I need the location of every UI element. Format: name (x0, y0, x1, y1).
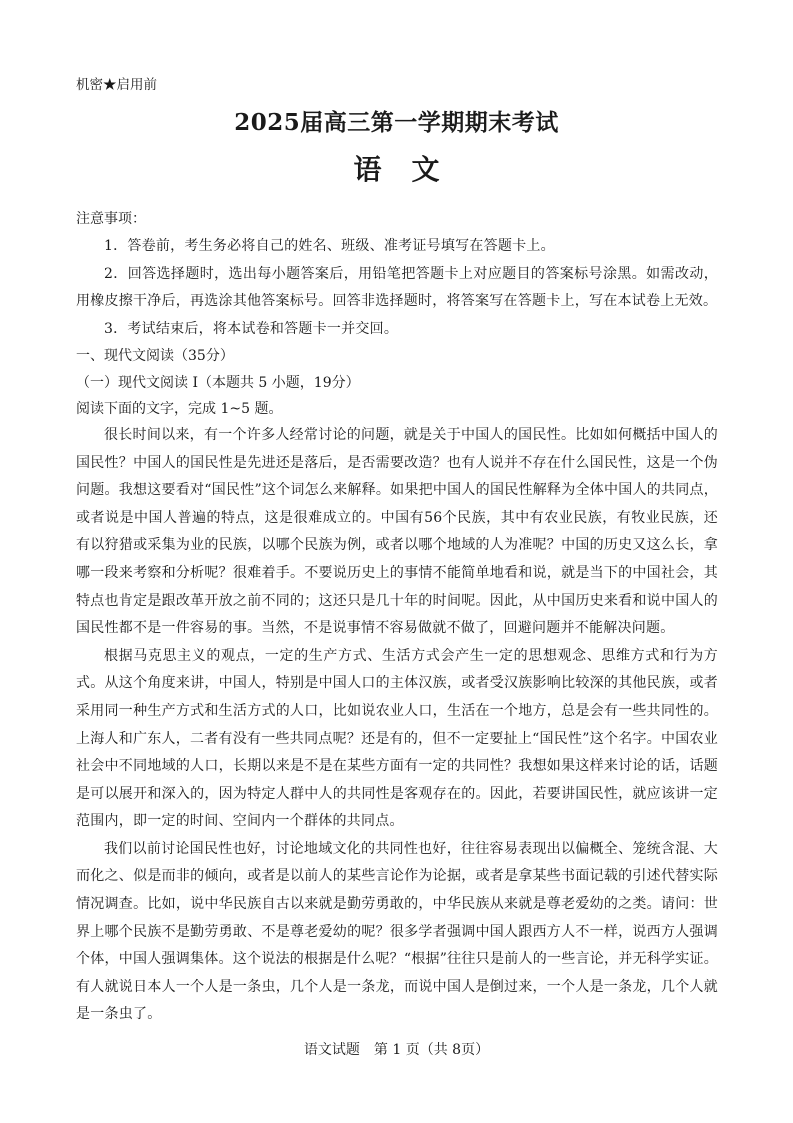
notice-item-2: 2．回答选择题时，选出每小题答案后，用铅笔把答题卡上对应题目的答案标号涂黑。如需改动，用橡皮擦干净后，再选涂其他答案标号。回答非选择题时，将答案写在答题卡上，写在本试卷上无效。 (76, 265, 718, 310)
reading-instruction: 阅读下面的文字，完成 1~5 题。 (76, 400, 283, 417)
sub-section-heading: （一）现代文阅读 I（本题共 5 小题，19分） (76, 374, 360, 391)
notice-item-1: 1．答卷前，考生务必将自己的姓名、班级、准考证号填写在答题卡上。 (104, 238, 555, 254)
notice-heading: 注意事项： (76, 211, 146, 227)
exam-body (76, 205, 718, 1029)
subject-title: 语文 (353, 153, 470, 186)
page-footer: 语文试题 第 1 页（共 8页） (303, 1042, 490, 1058)
passage-paragraph-3: 我们以前讨论国民性也好，讨论地域文化的共同性也好，往往容易表现出以偏概全、笼统含混、大而化之、似是而非的倾向，或者是以前人的某些言论作为论据，或者是拿某些书面记载的引述代替实际情况调查。比如，说中华民族自古以来就是勤劳勇敢的，中华民族从来就是尊老爱幼的之类。请问：世界上哪个民族不是勤劳勇敢、不是尊老爱幼的呢？很多学者强调中国人跟西方人不一样，说西方人强调个体，中国人强调集体。这个说法的根据是什么呢？“根据”往往只是前人的一些言论，并无科学实证。有人就说日本人一个人是一条虫，几个人是一条龙，而说中国人是倒过来，一个人是一条龙，几个人就是一条虫了。 (76, 840, 718, 1023)
confidential-mark: 机密★启用前 (76, 77, 157, 93)
reading-passage (76, 422, 718, 1029)
exam-title: 2025届高三第一学期期末考试 (234, 109, 559, 136)
notice-item-3: 3．考试结束后，将本试卷和答题卡一并交回。 (104, 320, 399, 337)
notice-section (76, 205, 718, 343)
passage-paragraph-2: 根据马克思主义的观点，一定的生产方式、生活方式会产生一定的思想观念、思维方式和行为方式。从这个角度来讲，中国人，特别是中国人口的主体汉族，或者受汉族影响比较深的其他民族，或者采用同一种生产方式和生活方式的人口，比如说农业人口，生活在一个地方，总是会有一些共同性的。上海人和广东人，二者有没有一些共同点呢？还是有的，但不一定要扯上“国民性”这个名字。中国农业社会中不同地域的人口，长期以来是不是在某些方面有一定的共同性？我想如果这样来讨论的话，话题是可以展开和深入的，因为特定人群中人的共同性是客观存在的。因此，若要讲国民性，就应该讲一定范围内，即一定的时间、空间内一个群体的共同点。 (76, 647, 718, 830)
passage-paragraph-1: 很长时间以来，有一个许多人经常讨论的问题，就是关于中国人的国民性。比如如何概括中国人的国民性？中国人的国民性是先进还是落后，是否需要改造？也有人说并不存在什么国民性，这是一个伪问题。我想这要看对“国民性”这个词怎么来解释。如果把中国人的国民性解释为全体中国人的共同点，或者说是中国人普遍的特点，这是很难成立的。中国有56个民族，其中有农业民族，有牧业民族，还有以狩猎或采集为业的民族，以哪个民族为例，或者以哪个地域的人为准呢？中国的历史又这么长，拿哪一段来考察和分析呢？很难着手。不要说历史上的事情不能简单地看和说，就是当下的中国社会，其特点也肯定是跟改革开放之前不同的；这还只是几十年的时间呢。因此，从中国历史来看和说中国人的国民性都不是一件容易的事。当然，不是说事情不容易做就不做了，回避问题并不能解决问题。 (76, 426, 718, 637)
section-heading: 一、现代文阅读（35分） (76, 348, 234, 365)
